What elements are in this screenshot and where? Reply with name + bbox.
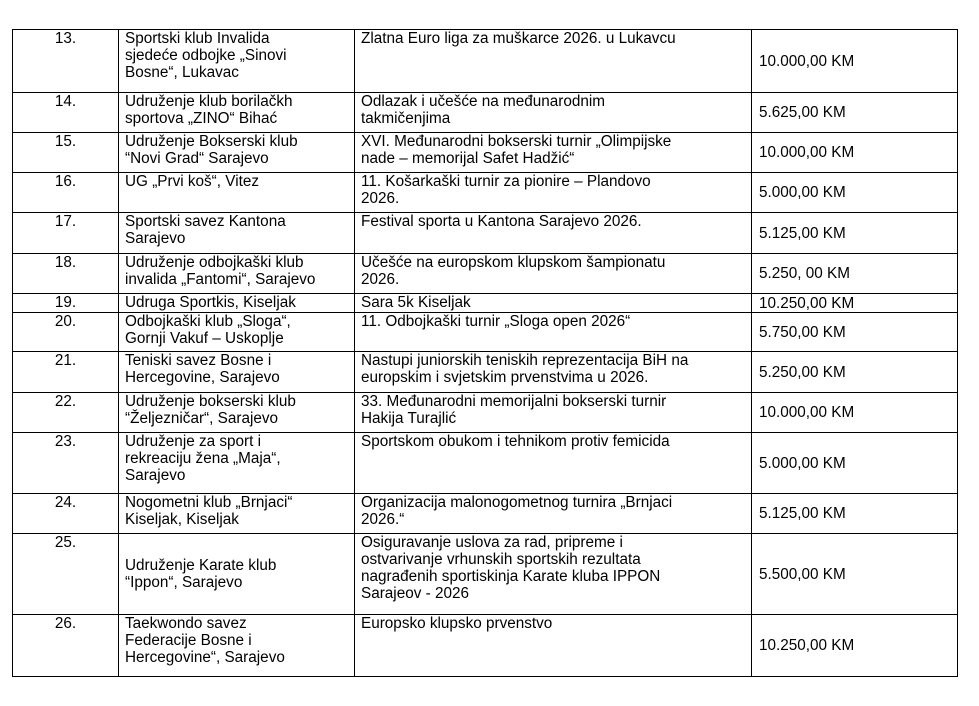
grant-amount-cell xyxy=(752,133,958,173)
row-number-cell xyxy=(13,254,119,294)
grant-amount-cell xyxy=(752,494,958,534)
grant-amount: 5.500,00 KM xyxy=(759,565,846,583)
project-name: Organizacija malonogometnog turnira „Brnjaci 2026.“ xyxy=(361,494,673,528)
table-row xyxy=(13,133,958,173)
grant-amount: 5.750,00 KM xyxy=(759,323,846,341)
organization-name-cell xyxy=(119,173,355,213)
grant-amount: 10.000,00 KM xyxy=(759,52,855,70)
grant-amount-cell xyxy=(752,393,958,433)
row-number: 18. xyxy=(54,254,77,271)
organization-name-cell xyxy=(119,133,355,173)
organization-name-cell xyxy=(119,313,355,352)
project-name: Sportskom obukom i tehnikom protiv femicida xyxy=(361,433,670,450)
grant-amount-cell xyxy=(752,433,958,494)
grant-amount: 5.125,00 KM xyxy=(759,224,846,242)
project-name-cell xyxy=(355,615,752,677)
project-name-cell xyxy=(355,254,752,294)
row-number-cell xyxy=(13,213,119,254)
organization-name: Udruženje Bokserski klub “Novi Grad“ Sarajevo xyxy=(125,133,298,167)
organization-name-cell xyxy=(119,494,355,534)
organization-name: Udruženje Karate klub “Ippon“, Sarajevo xyxy=(125,557,277,591)
project-name-cell xyxy=(355,352,752,393)
project-name-cell xyxy=(355,393,752,433)
organization-name: Nogometni klub „Brnjaci“ Kiseljak, Kiseljak xyxy=(125,494,293,528)
project-name: 11. Odbojkaški turnir „Sloga open 2026“ xyxy=(361,313,631,330)
project-name-cell xyxy=(355,133,752,173)
project-name-cell xyxy=(355,433,752,494)
row-number-cell xyxy=(13,352,119,393)
organization-name: UG „Prvi koš“, Vitez xyxy=(125,173,260,190)
organization-name: Taekwondo savez Federacije Bosne i Hercegovine“, Sarajevo xyxy=(125,615,285,666)
table-row xyxy=(13,93,958,133)
organization-name-cell xyxy=(119,433,355,494)
grant-amount: 10.250,00 KM xyxy=(759,637,855,654)
project-name: Europsko klupsko prvenstvo xyxy=(361,615,553,632)
grant-amount-cell xyxy=(752,30,958,93)
table-row xyxy=(13,313,958,352)
row-number-cell xyxy=(13,173,119,213)
row-number: 20. xyxy=(54,313,77,330)
row-number-cell xyxy=(13,393,119,433)
table-row xyxy=(13,615,958,677)
grant-amount: 10.000,00 KM xyxy=(759,144,855,161)
project-name: Odlazak i učešće na međunarodnim takmičenjima xyxy=(361,93,606,127)
organization-name: Udruga Sportkis, Kiseljak xyxy=(125,294,296,311)
project-name: Osiguravanje uslova za rad, pripreme i ostvarivanje vrhunskih sportskih rezultata nagrađenih sportiskinja Karate kluba IPPON Sarajeov - 2026 xyxy=(361,534,661,602)
row-number-cell xyxy=(13,615,119,677)
grant-amount-cell xyxy=(752,294,958,313)
project-name-cell xyxy=(355,534,752,615)
row-number: 24. xyxy=(54,494,77,511)
organization-name-cell xyxy=(119,30,355,93)
row-number: 25. xyxy=(54,534,77,551)
grant-amount: 5.250, 00 KM xyxy=(759,265,850,282)
row-number-cell xyxy=(13,294,119,313)
row-number-cell xyxy=(13,93,119,133)
row-number-cell xyxy=(13,534,119,615)
organization-name: Sportski savez Kantona Sarajevo xyxy=(125,213,286,247)
project-name: Nastupi juniorskih teniskih reprezentacija BiH na europskim i svjetskim prvenstvima u 2026. xyxy=(361,352,689,386)
grant-amount-cell xyxy=(752,254,958,294)
organization-name-cell xyxy=(119,615,355,677)
table-row xyxy=(13,352,958,393)
project-name-cell xyxy=(355,213,752,254)
grant-amount: 10.000,00 KM xyxy=(759,404,855,421)
row-number: 13. xyxy=(54,30,77,47)
grant-amount: 5.125,00 KM xyxy=(759,505,846,522)
table-row xyxy=(13,294,958,313)
project-name-cell xyxy=(355,93,752,133)
project-name-cell xyxy=(355,494,752,534)
organization-name-cell xyxy=(119,393,355,433)
project-name: 11. Košarkaški turnir za pionire – Plandovo 2026. xyxy=(361,173,651,207)
row-number-cell xyxy=(13,494,119,534)
organization-name: Udruženje za sport i rekreaciju žena „Maja“, Sarajevo xyxy=(125,433,281,484)
table-row xyxy=(13,173,958,213)
table-row xyxy=(13,433,958,494)
grant-amount-cell xyxy=(752,213,958,254)
row-number: 14. xyxy=(54,93,77,110)
table-row xyxy=(13,494,958,534)
organization-name: Sportski klub Invalida sjedeće odbojke „Sinovi Bosne“, Lukavac xyxy=(125,30,287,81)
project-name: Zlatna Euro liga za muškarce 2026. u Lukavcu xyxy=(361,30,676,47)
grants-table xyxy=(12,29,958,677)
grant-amount-cell xyxy=(752,615,958,677)
project-name: XVI. Međunarodni bokserski turnir „Olimpijske nade – memorijal Safet Hadžić“ xyxy=(361,133,672,167)
organization-name-cell xyxy=(119,213,355,254)
project-name: Učešće na europskom klupskom šampionatu 2026. xyxy=(361,254,666,288)
table-row xyxy=(13,393,958,433)
organization-name-cell xyxy=(119,534,355,615)
organization-name: Udruženje bokserski klub “Željezničar“, Sarajevo xyxy=(125,393,296,427)
organization-name-cell xyxy=(119,294,355,313)
grant-amount: 5.625,00 KM xyxy=(759,104,846,121)
project-name: Sara 5k Kiseljak xyxy=(361,294,471,311)
organization-name: Udruženje odbojkaški klub invalida „Fantomi“, Sarajevo xyxy=(125,254,316,288)
row-number: 17. xyxy=(54,213,77,230)
project-name-cell xyxy=(355,30,752,93)
project-name: 33. Međunarodni memorijalni bokserski turnir Hakija Turajlić xyxy=(361,393,667,427)
grant-amount: 5.000,00 KM xyxy=(759,184,846,201)
project-name-cell xyxy=(355,173,752,213)
grant-amount-cell xyxy=(752,534,958,615)
organization-name: Udruženje klub borilačkh sportova „ZINO“ Bihać xyxy=(125,93,293,127)
grant-amount-cell xyxy=(752,313,958,352)
table-row xyxy=(13,213,958,254)
grant-amount-cell xyxy=(752,352,958,393)
row-number: 16. xyxy=(54,173,77,190)
grant-amount-cell xyxy=(752,93,958,133)
organization-name: Teniski savez Bosne i Hercegovine, Sarajevo xyxy=(125,352,280,386)
grant-amount: 5.000,00 KM xyxy=(759,454,846,472)
table-row xyxy=(13,254,958,294)
table-body xyxy=(13,30,958,677)
organization-name-cell xyxy=(119,93,355,133)
row-number-cell xyxy=(13,313,119,352)
project-name-cell xyxy=(355,294,752,313)
organization-name: Odbojkaški klub „Sloga“, Gornji Vakuf – Uskoplje xyxy=(125,313,291,347)
grant-amount: 10.250,00 KM xyxy=(759,294,855,312)
row-number-cell xyxy=(13,133,119,173)
organization-name-cell xyxy=(119,352,355,393)
row-number: 26. xyxy=(54,615,77,632)
row-number: 22. xyxy=(54,393,77,410)
organization-name-cell xyxy=(119,254,355,294)
row-number: 15. xyxy=(54,133,77,150)
project-name: Festival sporta u Kantona Sarajevo 2026. xyxy=(361,213,642,230)
row-number-cell xyxy=(13,433,119,494)
row-number: 21. xyxy=(54,352,77,369)
row-number: 23. xyxy=(54,433,77,450)
table-row xyxy=(13,30,958,93)
grant-amount-cell xyxy=(752,173,958,213)
row-number-cell xyxy=(13,30,119,93)
row-number: 19. xyxy=(54,294,77,311)
grant-amount: 5.250,00 KM xyxy=(759,363,846,381)
table-row xyxy=(13,534,958,615)
project-name-cell xyxy=(355,313,752,352)
